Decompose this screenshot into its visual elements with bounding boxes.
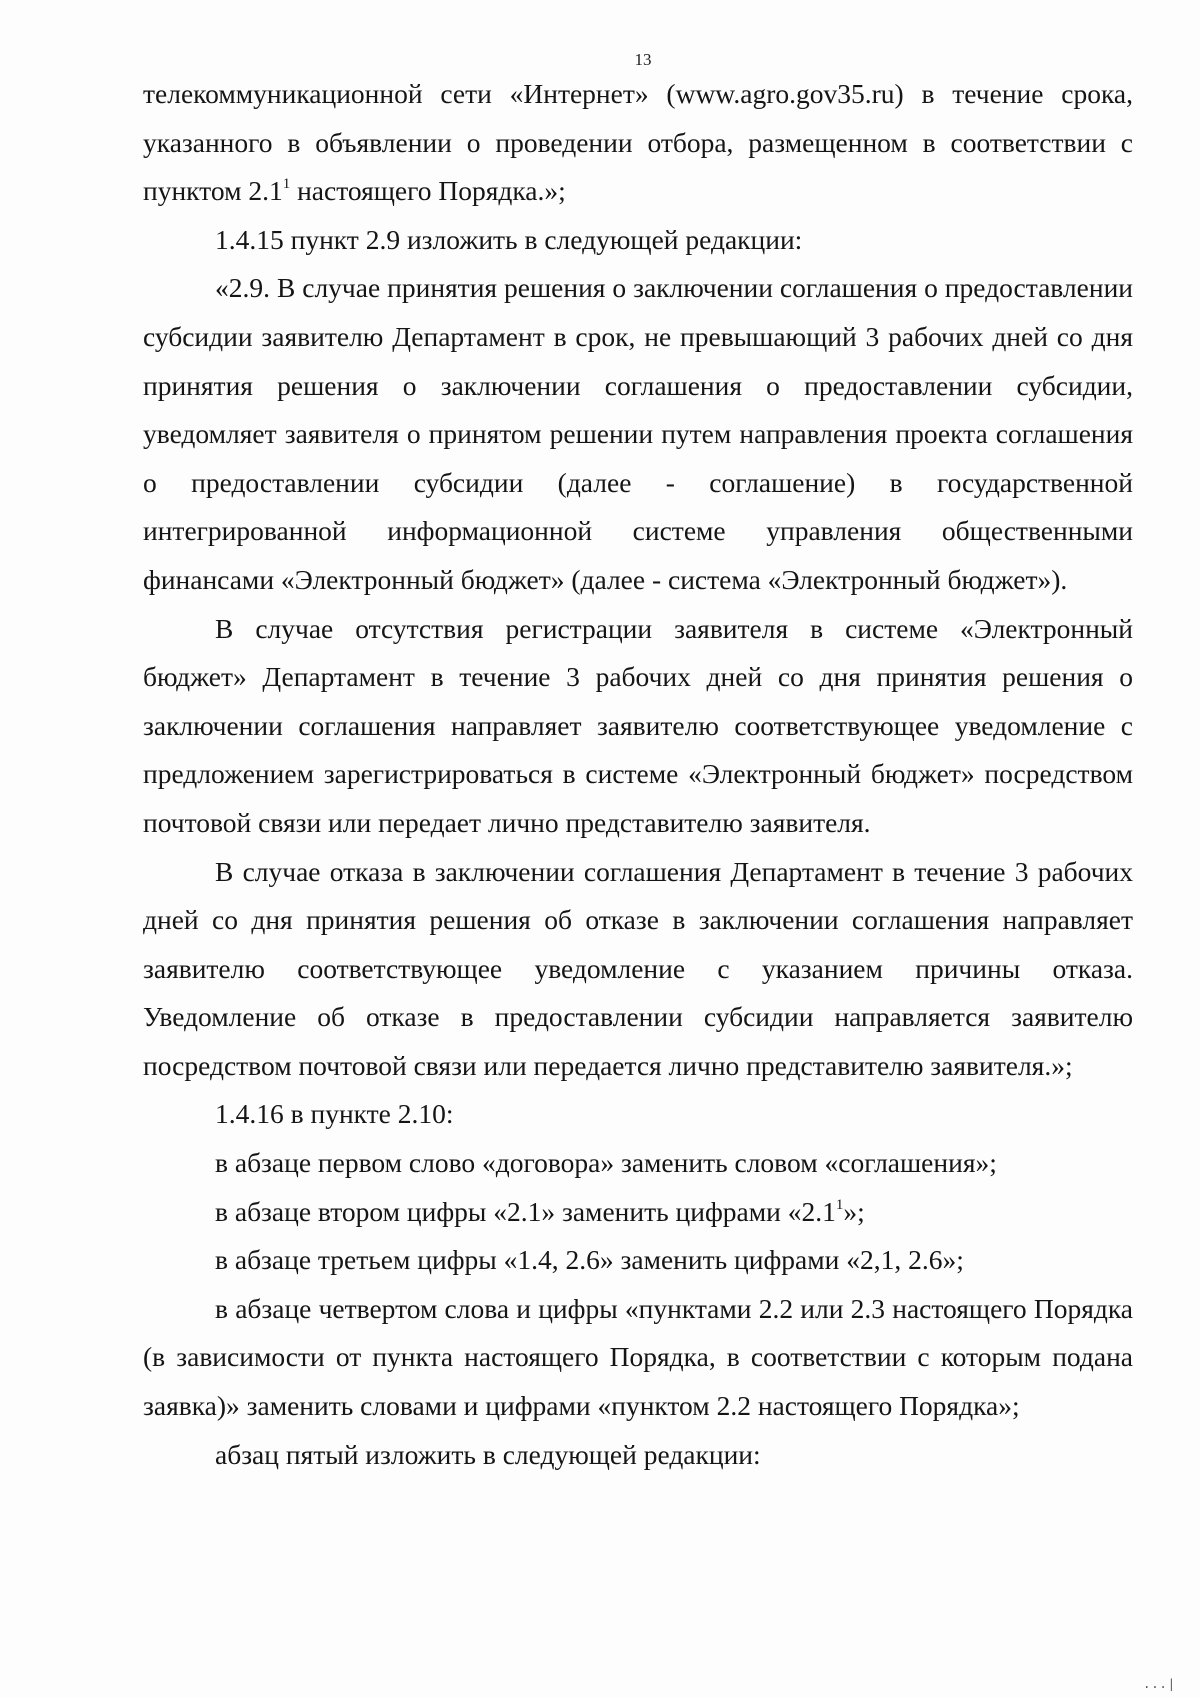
scan-corner-mark: ...| <box>1143 1677 1176 1691</box>
paragraph-continuation <box>143 70 1133 216</box>
paragraph-fifth-abzac: абзац пятый изложить в следующей редакции: <box>215 1438 761 1470</box>
paragraph-refusal: В случае отказа в заключении соглашения Департамент в течение 3 рабочих дней со дня принятия решения об отказе в заключении соглашения направляет заявителю соответствующее уведомление с указанием причины отказа. Уведомление об отказе в предоставлении субсидии направляется заявителю посредством почтовой связи или передается лично представителю заявителя.»; <box>143 855 1133 1081</box>
paragraph-no-registration: В случае отсутствия регистрации заявителя в системе «Электронный бюджет» Департамент в течение 3 рабочих дней со дня принятия решения о заключении соглашения направляет заявителю соответствующее уведомление с предложением зарегистрироваться в системе «Электронный бюджет» посредством почтовой связи или передает лично представителю заявителя. <box>143 612 1133 838</box>
paragraph-second-abzac <box>143 1188 1133 1237</box>
paragraph-text: в абзаце втором цифры «2.1» заменить цифрами «2.1 <box>215 1195 836 1227</box>
superscript: 1 <box>282 176 291 193</box>
superscript: 1 <box>835 1196 844 1213</box>
paragraph-clause-2-9: «2.9. В случае принятия решения о заключении соглашения о предоставлении субсидии заявителю Департамент в срок, не превышающий 3 рабочих дней со дня принятия решения о заключении соглашения о предоставлении субсидии, уведомляет заявителя о принятом решении путем направления проекта соглашения о предоставлении субсидии (далее - соглашение) в государственной интегрированной информационной системе управления общественными финансами «Электронный бюджет» (далее - система «Электронный бюджет»). <box>143 272 1133 595</box>
page-number: 13 <box>634 50 652 69</box>
paragraph-third-abzac: в абзаце третьем цифры «1.4, 2.6» заменить цифрами «2,1, 2.6»; <box>215 1244 964 1276</box>
document-body <box>143 70 1133 1479</box>
paragraph-text: »; <box>843 1195 865 1227</box>
paragraph-text: телекоммуникационной сети «Интернет» (www.agro.gov35.ru) в течение срока, указанного в объявлении о проведении отбора, размещенном в соответствии с пунктом 2.1 <box>143 78 1133 207</box>
paragraph-fourth-abzac: в абзаце четвертом слова и цифры «пунктами 2.2 или 2.3 настоящего Порядка (в зависимости от пункта настоящего Порядка, в соответствии с которым подана заявка)» заменить словами и цифрами «пунктом 2.2 настоящего Порядка»; <box>143 1292 1133 1422</box>
paragraph-item-1-4-15: 1.4.15 пункт 2.9 изложить в следующей редакции: <box>215 223 803 255</box>
paragraph-item-1-4-16: 1.4.16 в пункте 2.10: <box>215 1098 454 1130</box>
paragraph-text: настоящего Порядка.»; <box>290 175 566 207</box>
paragraph-first-abzac: в абзаце первом слово «договора» заменить словом «соглашения»; <box>215 1147 997 1179</box>
